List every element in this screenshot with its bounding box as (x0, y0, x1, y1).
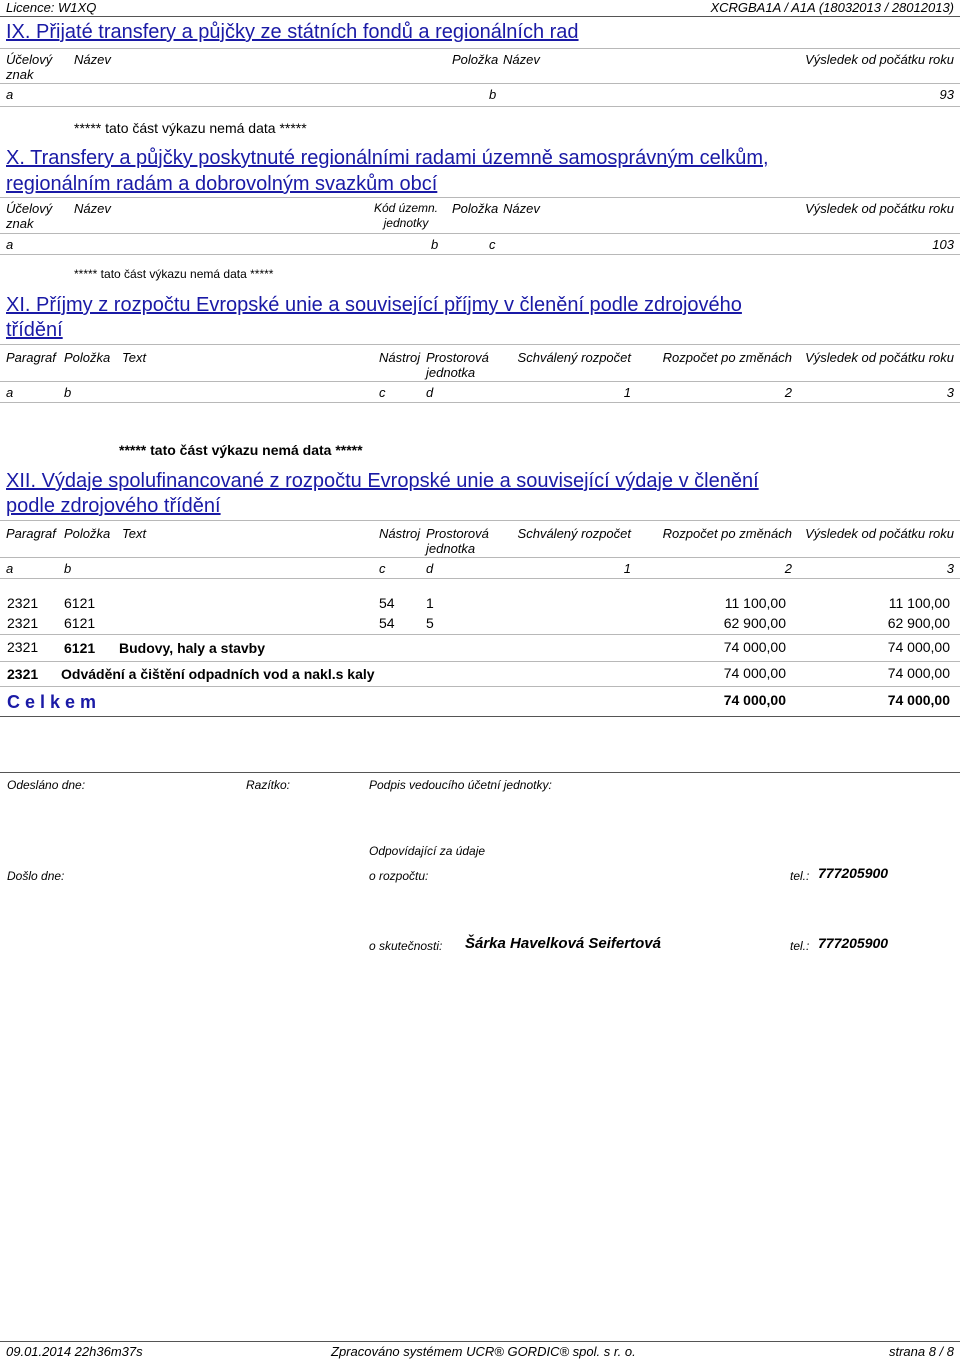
section-10-col-vysledek: Výsledek od počátku roku (805, 201, 954, 216)
section-10-col-nazev: Název (74, 201, 111, 216)
o-rozpoctu-label: o rozpočtu: (369, 869, 429, 883)
paragraf-sum-text: Odvádění a čištění odpadních vod a nakl.s kaly (61, 666, 375, 682)
section-11-empty-note: ***** tato část výkazu nemá data ***** (119, 442, 363, 458)
section-10-header-bottom (0, 254, 960, 255)
section-12-header-bottom (0, 578, 960, 579)
footer-divider (0, 1341, 960, 1342)
row-divider (0, 634, 960, 635)
section-11-sub-b: b (64, 385, 72, 400)
row-2-prostorova: 5 (426, 615, 434, 631)
section-11-sub-3: 3 (946, 385, 954, 400)
section-12-sub-2: 2 (784, 561, 792, 576)
row-divider (0, 661, 960, 662)
total-rozpocet: 74 000,00 (723, 692, 786, 708)
section-10-header-mid (0, 233, 960, 234)
row-1-prostorova: 1 (426, 595, 434, 611)
section-12-sub-d: d (426, 561, 434, 576)
section-9-sub-a: a (6, 87, 14, 102)
row-1-paragraf: 2321 (7, 595, 39, 611)
row-divider (0, 686, 960, 687)
section-11-col-text: Text (122, 350, 147, 365)
total-vysledek: 74 000,00 (887, 692, 950, 708)
row-2-nastroj: 54 (379, 615, 395, 631)
section-11-col-polozka: Položka (64, 350, 111, 365)
section-11-col-rozpocet: Rozpočet po změnách (662, 350, 792, 365)
section-12-col-vysledek: Výsledek od počátku roku (805, 526, 954, 541)
section-10-sub-n: 103 (932, 237, 954, 252)
report-code: XCRGBA1A / A1A (18032013 / 28012013) (710, 0, 954, 15)
section-12-sub-1: 1 (623, 561, 631, 576)
section-12-col-text: Text (122, 526, 147, 541)
paragraf-sum-rozpocet: 74 000,00 (723, 665, 786, 681)
footer-processed: Zpracováno systémem UCR® GORDIC® spol. s r. o. (331, 1344, 636, 1359)
section-12-sub-c: c (379, 561, 386, 576)
section-10-col-nazev2: Název (503, 201, 540, 216)
tel-label-1: tel.: (790, 869, 810, 883)
section-11-col-schvaleny: Schválený rozpočet (517, 350, 631, 365)
section-9-col-polozka: Položka (452, 52, 499, 67)
section-11-sub-c: c (379, 385, 386, 400)
row-2-vysledek: 62 900,00 (887, 615, 950, 631)
footer-timestamp: 09.01.2014 22h36m37s (6, 1344, 143, 1359)
tel-value-1: 777205900 (818, 865, 889, 881)
footer-page-number: strana 8 / 8 (888, 1344, 954, 1359)
razitko-label: Razítko: (246, 778, 291, 792)
section-9-empty-note: ***** tato část výkazu nemá data ***** (74, 120, 307, 136)
section-12-col-polozka: Položka (64, 526, 111, 541)
section-12-header-top (0, 520, 960, 521)
doslo-label: Došlo dne: (7, 869, 65, 883)
paragraf-sum-vysledek: 74 000,00 (887, 665, 950, 681)
section-10-header-top (0, 197, 960, 198)
polozka-sum-vysledek: 74 000,00 (887, 639, 950, 655)
section-10-sub-a: a (6, 237, 14, 252)
section-9-col-nazev2: Název (503, 52, 540, 67)
section-10-col-kod: Kód územn. jednotky (373, 201, 439, 230)
section-12-sub-b: b (64, 561, 72, 576)
odpovidajici-label: Odpovídající za údaje (369, 844, 486, 858)
section-11-header-mid (0, 381, 960, 382)
section-11-sub-1: 1 (623, 385, 631, 400)
section-12-col-paragraf: Paragraf (6, 526, 56, 541)
tel-value-2: 777205900 (818, 935, 889, 951)
row-2-paragraf: 2321 (7, 615, 39, 631)
section-11-title: XI. Příjmy z rozpočtu Evropské unie a související příjmy v členění podle zdrojového třídění (6, 294, 742, 341)
polozka-sum-rozpocet: 74 000,00 (723, 639, 786, 655)
section-11-sub-d: d (426, 385, 434, 400)
section-10-sub-c: c (489, 237, 496, 252)
section-10-col-polozka: Položka (452, 201, 499, 216)
row-1-polozka: 6121 (64, 595, 96, 611)
section-9-sub-n: 93 (939, 87, 954, 102)
section-10-sub-b: b (431, 237, 439, 252)
section-11-col-vysledek: Výsledek od počátku roku (805, 350, 954, 365)
section-12-title: XII. Výdaje spolufinancované z rozpočtu Evropské unie a související výdaje v členění podle zdrojového třídění (6, 470, 759, 517)
licence-text: Licence: W1XQ (6, 0, 97, 15)
row-2-rozpocet: 62 900,00 (723, 615, 786, 631)
form-top-divider (0, 772, 960, 773)
polozka-sum-text: Budovy, haly a stavby (119, 640, 266, 656)
skutecnost-name: Šárka Havelková Seifertová (465, 935, 661, 952)
row-2-polozka: 6121 (64, 615, 96, 631)
header-divider (0, 16, 960, 17)
section-12-sub-a: a (6, 561, 14, 576)
total-label: C e l k e m (7, 692, 97, 712)
odeslano-label: Odesláno dne: (7, 778, 86, 792)
section-12-col-rozpocet: Rozpočet po změnách (662, 526, 792, 541)
section-11-col-nastroj: Nástroj (379, 350, 421, 365)
tel-label-2: tel.: (790, 939, 810, 953)
section-9-sub-b: b (489, 87, 497, 102)
section-11-header-top (0, 344, 960, 345)
section-12-col-prostorova: Prostorová jednotka (426, 526, 489, 556)
section-10-col-ucel: Účelový znak (6, 201, 53, 231)
section-9-header-mid (0, 83, 960, 84)
row-1-rozpocet: 11 100,00 (724, 595, 786, 611)
polozka-sum-polozka: 6121 (64, 640, 96, 656)
section-11-sub-a: a (6, 385, 14, 400)
row-1-nastroj: 54 (379, 595, 395, 611)
row-1-vysledek: 11 100,00 (888, 595, 950, 611)
section-9-col-nazev: Název (74, 52, 111, 67)
section-10-title: X. Transfery a půjčky poskytnuté regionálními radami územně samosprávným celkům, regionálním radám a dobrovolným svazkům obcí (6, 147, 769, 195)
section-12-header-mid (0, 557, 960, 558)
section-9-col-ucel: Účelový znak (6, 52, 53, 82)
section-11-header-bottom (0, 402, 960, 403)
section-11-sub-2: 2 (784, 385, 792, 400)
polozka-sum-paragraf: 2321 (7, 639, 39, 655)
section-11-col-paragraf: Paragraf (6, 350, 56, 365)
o-skutecnosti-label: o skutečnosti: (369, 939, 443, 953)
section-10-empty-note: ***** tato část výkazu nemá data ***** (74, 267, 274, 281)
section-9-header-bottom (0, 106, 960, 107)
section-12-col-nastroj: Nástroj (379, 526, 421, 541)
section-9-title: IX. Přijaté transfery a půjčky ze státních fondů a regionálních rad (6, 21, 579, 43)
section-12-col-schvaleny: Schválený rozpočet (517, 526, 631, 541)
section-9-header-top (0, 48, 960, 49)
section-12-sub-3: 3 (946, 561, 954, 576)
section-11-col-prostorova: Prostorová jednotka (426, 350, 489, 380)
section-9-col-vysledek: Výsledek od počátku roku (805, 52, 954, 67)
podpis-label: Podpis vedoucího účetní jednotky: (369, 778, 552, 792)
total-divider (0, 716, 960, 717)
paragraf-sum-paragraf: 2321 (7, 666, 39, 682)
